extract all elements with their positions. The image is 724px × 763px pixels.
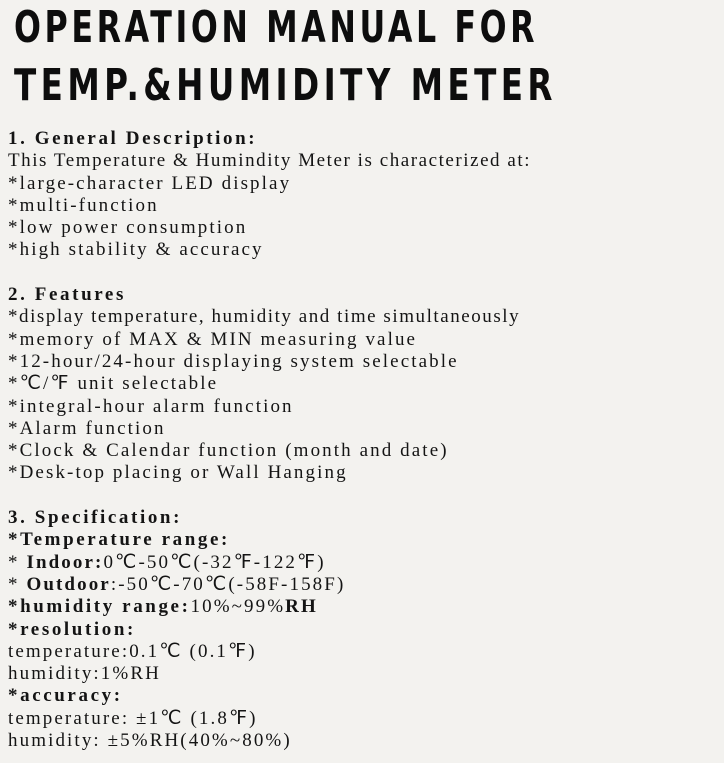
resolution-label: *resolution: <box>8 618 136 640</box>
indoor-range <box>8 552 720 574</box>
resolution-temperature: temperature:0.1℃ (0.1℉) <box>8 640 257 662</box>
general-item: *high stability & accuracy <box>8 239 264 261</box>
accuracy-label: *accuracy: <box>8 685 123 707</box>
manual-title-line-2: TEMP.&HUMIDITY METER <box>14 60 557 111</box>
manual-title-line-1: OPERATION MANUAL FOR <box>14 2 539 53</box>
feature-item: *integral-hour alarm function <box>8 395 294 417</box>
outdoor-range <box>8 574 720 596</box>
resolution-humidity: humidity:1%RH <box>8 663 161 685</box>
outdoor-bullet: * <box>8 573 27 595</box>
section-spacer <box>8 485 720 507</box>
outdoor-value: :-50℃-70℃(-58F-158F) <box>110 573 346 595</box>
accuracy-humidity: humidity: ±5%RH(40%~80%) <box>8 730 292 752</box>
indoor-label: Indoor: <box>26 551 104 573</box>
general-item: *low power consumption <box>8 217 248 239</box>
feature-item: *Desk-top placing or Wall Hanging <box>8 462 348 484</box>
specification-heading: 3. Specification: <box>8 507 183 529</box>
accuracy-temperature: temperature: ±1℃ (1.8℉) <box>8 707 258 729</box>
feature-item: *Alarm function <box>8 417 166 439</box>
outdoor-label: Outdoor <box>26 573 111 595</box>
temperature-range-label: *Temperature range: <box>8 529 230 551</box>
features-heading: 2. Features <box>8 284 126 306</box>
humidity-range-label: *humidity range: <box>8 596 191 618</box>
general-item: *multi-function <box>8 194 159 216</box>
feature-item: *memory of MAX & MIN measuring value <box>8 328 418 350</box>
feature-item: *℃/℉ unit selectable <box>8 373 219 395</box>
general-description-intro: This Temperature & Humindity Meter is characterized at: <box>8 150 532 172</box>
humidity-range <box>8 596 720 618</box>
feature-item: *12-hour/24-hour displaying system selectable <box>8 350 459 372</box>
humidity-range-unit: RH <box>285 596 318 618</box>
feature-item: *display temperature, humidity and time simultaneously <box>8 306 521 328</box>
indoor-bullet: * <box>8 551 27 573</box>
indoor-value: 0℃-50℃(-32℉-122℉) <box>103 551 326 573</box>
feature-item: *Clock & Calendar function (month and date) <box>8 440 449 462</box>
general-description-heading: 1. General Description: <box>8 128 258 149</box>
general-item: *large-character LED display <box>8 172 292 194</box>
humidity-range-value: 10%~99% <box>190 596 286 618</box>
manual-body <box>8 128 720 752</box>
section-spacer <box>8 262 720 284</box>
